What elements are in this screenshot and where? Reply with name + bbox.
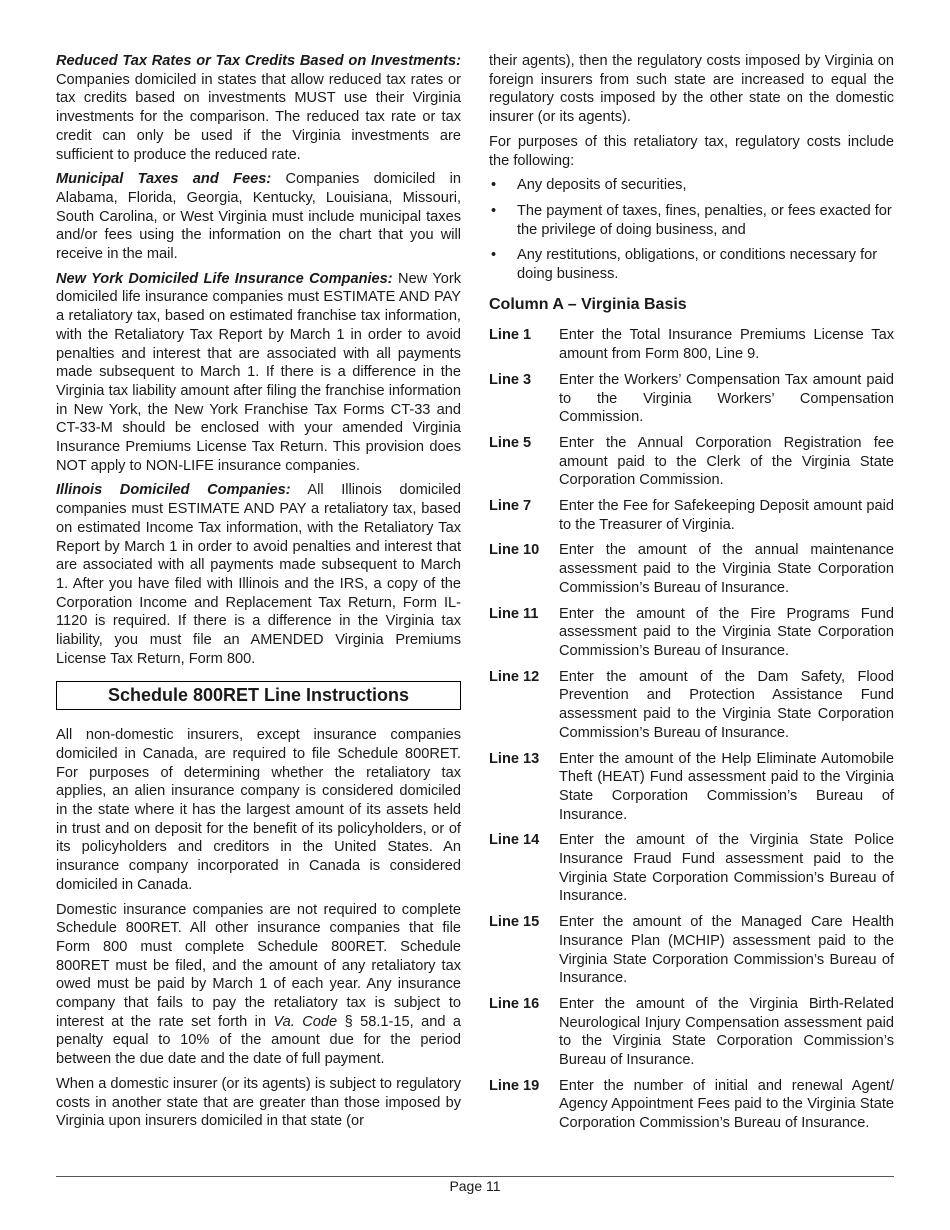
line-text: Enter the Annual Corporation Registration fee amount paid to the Clerk of the Virginia State Corporation Commission.	[559, 434, 894, 489]
line-row	[489, 995, 894, 1070]
line-row	[489, 913, 894, 988]
paragraph-text: New York domiciled life insurance companies must ESTIMATE AND PAY a retaliatory tax, based on estimated franchise tax information, with the Retaliatory Tax Report by March 1 in order to avoid penalties and interest that are associated with all payments made subsequent to March 1. If there is a difference in the Virginia tax liability amount after filing the franchise information in New York, the New York Franchise Tax Forms CT-33 and CT-33-M should be enclosed with your amended Virginia Insurance Premiums License Tax Return. This provision does NOT apply to NON-LIFE insurance companies.	[56, 270, 461, 474]
paragraph-lead: Municipal Taxes and Fees:	[56, 171, 272, 188]
line-row	[489, 371, 894, 427]
line-text: Enter the amount of the Help Eliminate Automobile Theft (HEAT) Fund assessment paid to the Virginia State Corporation Commission’s Bureau of Insurance.	[559, 750, 894, 823]
paragraph-text: § 58.1-15, and a penalty equal to 10% of the amount due for the period between the due date and the date of full payment.	[56, 1013, 462, 1068]
line-row	[489, 750, 894, 825]
paragraph-lead: Illinois Domiciled Companies:	[56, 482, 291, 499]
line-text: Enter the amount of the Virginia State Police Insurance Fraud Fund assessment paid to the Virginia State Corporation Commission’s Bureau of Insurance.	[559, 832, 894, 905]
line-row	[489, 605, 894, 661]
paragraph-continued: their agents), then the regulatory costs imposed by Virginia on foreign insurers from such state are increased to equal the regulatory costs imposed by the other state on the domestic insurer (or its agents).	[489, 53, 894, 126]
paragraph-lead: New York Domiciled Life Insurance Companies:	[56, 270, 393, 287]
section-title: Schedule 800RET Line Instructions	[56, 681, 461, 711]
line-label: Line 19	[489, 1077, 540, 1094]
left-column	[56, 52, 461, 1137]
list-item-text: Any restitutions, obligations, or conditions necessary for doing business.	[517, 247, 878, 283]
line-label: Line 10	[489, 542, 540, 559]
line-label: Line 3	[489, 371, 532, 388]
line-label: Line 14	[489, 832, 540, 849]
line-label: Line 15	[489, 914, 540, 931]
list-item	[489, 202, 894, 239]
line-text: Enter the amount of the Virginia Birth-Related Neurological Injury Compensation assessment paid to the Virginia State Corporation Commission’s Bureau of Insurance.	[559, 995, 894, 1069]
bullet-icon: •	[491, 247, 497, 264]
list-item-text: The payment of taxes, fines, penalties, or fees exacted for the privilege of doing business, and	[517, 202, 892, 238]
line-text: Enter the Fee for Safekeeping Deposit amount paid to the Treasurer of Virginia.	[559, 498, 894, 533]
page-number: Page 11	[449, 1178, 501, 1194]
footer-divider	[56, 1176, 894, 1177]
column-a-heading: Column A – Virginia Basis	[489, 295, 687, 313]
bullet-icon: •	[491, 177, 497, 194]
line-text: Enter the Total Insurance Premiums License Tax amount from Form 800, Line 9.	[559, 327, 894, 363]
line-label: Line 5	[489, 434, 532, 451]
line-text: Enter the amount of the Dam Safety, Flood Prevention and Protection Assistance Fund assessment paid to the Virginia State Corporation Commission’s Bureau of Insurance.	[559, 668, 894, 741]
list-item	[489, 246, 894, 283]
line-row	[489, 434, 894, 490]
line-row	[489, 541, 894, 597]
regulatory-cost-list	[489, 176, 894, 284]
line-text: Enter the amount of the annual maintenance assessment paid to the Virginia State Corporation Commission’s Bureau of Insurance.	[559, 542, 894, 596]
line-row	[489, 831, 894, 906]
line-instructions	[489, 326, 894, 1132]
line-text: Enter the Workers’ Compensation Tax amount paid to the Virginia Workers’ Compensation Commission.	[559, 371, 894, 426]
line-label: Line 11	[489, 605, 539, 622]
paragraph-illinois	[56, 481, 461, 668]
paragraph-domestic	[56, 901, 461, 1069]
line-row	[489, 1077, 894, 1133]
paragraph-new-york-life	[56, 270, 461, 476]
line-row	[489, 668, 894, 743]
line-label: Line 1	[489, 327, 532, 344]
line-text: Enter the amount of the Managed Care Health Insurance Plan (MCHIP) assessment paid to the Virginia State Corporation Commission’s Bureau of Insurance.	[559, 914, 894, 987]
line-text: Enter the amount of the Fire Programs Fund assessment paid to the Virginia State Corporation Commission’s Bureau of Insurance.	[559, 605, 894, 659]
page-content	[56, 52, 894, 1172]
paragraph-regulatory-include: For purposes of this retaliatory tax, regulatory costs include the following:	[489, 133, 894, 169]
va-code-citation: Va. Code	[273, 1013, 338, 1030]
paragraph-text: All Illinois domiciled companies must ESTIMATE AND PAY a retaliatory tax, based on estimated Income Tax information, with the Retaliatory Tax Report by March 1 in order to avoid penalties and interest that are associated with all payments made subsequent to March 1. After you have filed with Illinois and the IRS, a copy of the Corporation Income and Replacement Tax Return, Form IL-1120 is required. If there is a difference in the Virginia tax liability, you must file an AMENDED Virginia Premiums License Tax Return, Form 800.	[56, 482, 461, 667]
paragraph-municipal-taxes	[56, 170, 461, 264]
paragraph-regulatory-costs: When a domestic insurer (or its agents) is subject to regulatory costs in another state that are greater than those imposed by Virginia upon insurers domiciled in that state (or	[56, 1075, 461, 1130]
paragraph-non-domestic: All non-domestic insurers, except insurance companies domiciled in Canada, are required to file Schedule 800RET. For purposes of determining whether the retaliatory tax applies, an alien insurance company is considered domiciled in the state where it has the largest amount of its assets held in trust and on deposit for the benefit of its policyholders, or of its policyholders and creditors in the United States. An insurance company incorporated in Canada is considered domiciled in Canada.	[56, 727, 461, 893]
line-text: Enter the number of initial and renewal Agent/ Agency Appointment Fees paid to the Virginia State Corporation Commission’s Bureau of Insurance.	[559, 1077, 894, 1132]
list-item-text: Any deposits of securities,	[517, 177, 687, 194]
line-label: Line 12	[489, 668, 540, 685]
bullet-icon: •	[491, 202, 497, 219]
right-column	[489, 52, 894, 1140]
line-label: Line 7	[489, 498, 532, 515]
paragraph-lead: Reduced Tax Rates or Tax Credits Based on Investments:	[56, 53, 461, 69]
line-row	[489, 326, 894, 363]
paragraph-text: Companies domiciled in Alabama, Florida, Georgia, Kentucky, Louisiana, Missouri, South Carolina, or West Virginia must include municipal taxes and/or fees using the information on the chart that you will receive in the mail.	[56, 171, 461, 263]
line-row	[489, 497, 894, 534]
paragraph-text: Companies domiciled in states that allow reduced tax rates or tax credits based on investments MUST use their Virginia investments for the comparison. The reduced tax rate or tax credit can only be used if the Virginia investments are sufficient to produce the reduced rate.	[56, 71, 461, 163]
list-item	[489, 176, 894, 195]
line-label: Line 16	[489, 995, 540, 1012]
paragraph-reduced-tax-rates	[56, 52, 461, 164]
paragraph-text: Domestic insurance companies are not required to complete Schedule 800RET. All other insurance companies that file Form 800 must complete Schedule 800RET. Schedule 800RET must be filed, and the amount of any retaliatory tax owed must be paid by March 1 of each year. Any insurance company that fails to pay the retaliatory tax is subject to interest at the rate set forth in	[56, 901, 461, 1030]
line-label: Line 13	[489, 750, 540, 767]
